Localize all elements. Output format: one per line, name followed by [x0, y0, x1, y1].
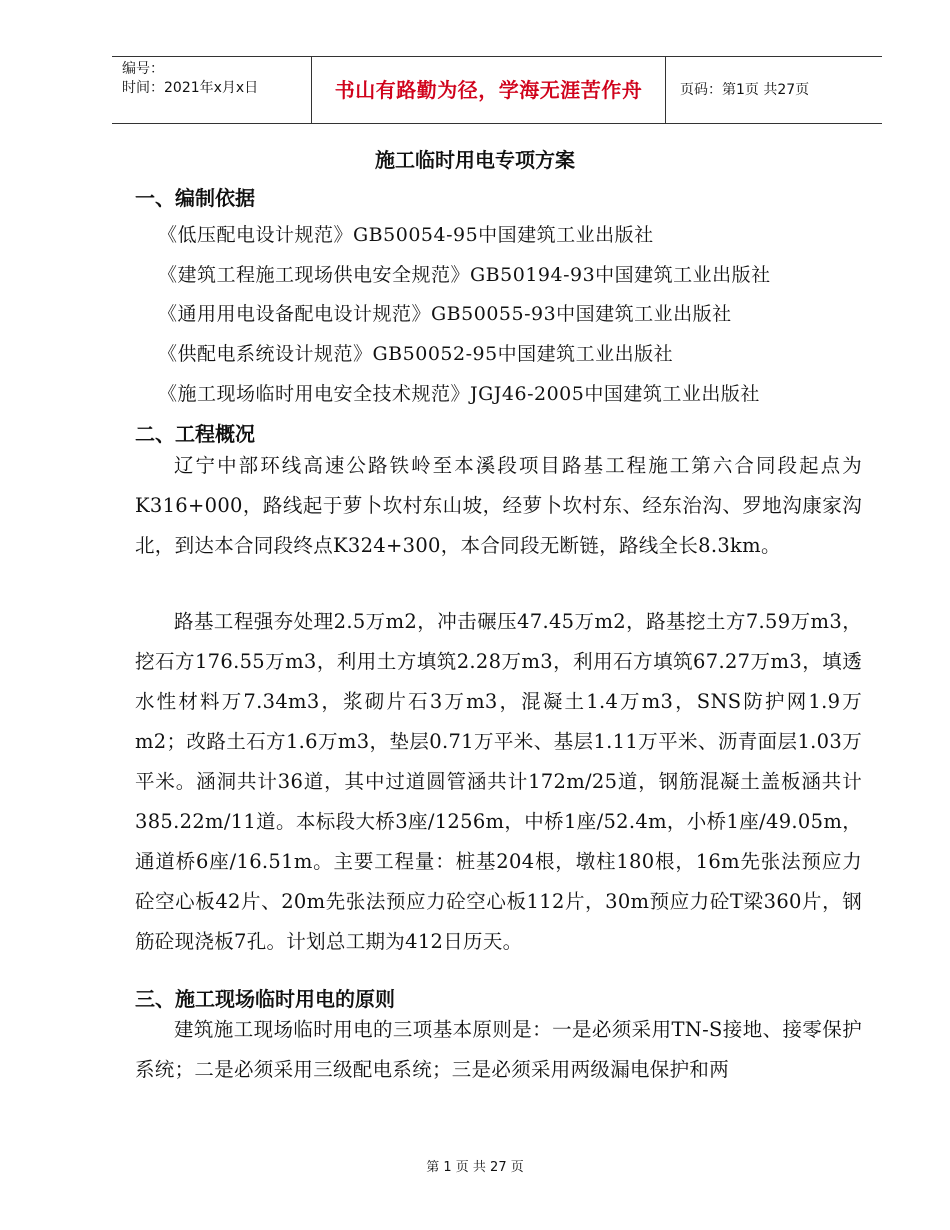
overview-paragraph-2: 路基工程强夯处理2.5万m2，冲击碾压47.45万m2，路基挖土方7.59万m3，挖石方176.55万m3，利用土方填筑2.28万m3，利用石方填筑67.27万m3，填透水性材料万7.34m3，浆砌片石3万m3，混凝土1.4万m3，SNS防护网1.9万m2；改路土石方1.6万m3，垫层0.71万平米、基层1.11万平米、沥青面层1.03万平米。涵洞共计36道，其中过道圆管涵共计172m/25道，钢筋混凝土盖板涵共计385.22m/11道。本标段大桥3座/1256m，中桥1座/52.4m，小桥1座/49.05m，通道桥6座/16.51m。主要工程量：桩基204根，墩柱180根，16m先张法预应力砼空心板42片、20m先张法预应力砼空心板112片，30m预应力砼T梁360片，钢筋砼现浇板7孔。计划总工期为412日历天。 [135, 610, 862, 953]
reference-item-1: 《低压配电设计规范》GB50054-95中国建筑工业出版社 [158, 224, 654, 246]
time-label: 时间：2021年x月x日 [122, 80, 259, 96]
reference-item-3: 《通用用电设备配电设计规范》GB50055-93中国建筑工业出版社 [158, 303, 732, 325]
page-header [112, 56, 882, 124]
principles-paragraph: 建筑施工现场临时用电的三项基本原则是：一是必须采用TN-S接地、接零保护系统；二是必须采用三级配电系统；三是必须采用两级漏电保护和两 [135, 1018, 862, 1081]
section-heading-1: 一、编制依据 [135, 186, 255, 210]
reference-item-2: 《建筑工程施工现场供电安全规范》GB50194-93中国建筑工业出版社 [158, 264, 771, 286]
reference-item-5: 《施工现场临时用电安全技术规范》JGJ46-2005中国建筑工业出版社 [158, 383, 760, 405]
page-footer: 第 1 页 共 27 页 [426, 1160, 524, 1175]
overview-paragraph-1: 辽宁中部环线高速公路铁岭至本溪段项目路基工程施工第六合同段起点为K316+000，路线起于萝卜坎村东山坡，经萝卜坎村东、经东治沟、罗地沟康家沟北，到达本合同段终点K324+300，本合同段无断链，路线全长8.3km。 [135, 454, 862, 557]
section-heading-3: 三、施工现场临时用电的原则 [135, 987, 395, 1011]
reference-item-4: 《供配电系统设计规范》GB50052-95中国建筑工业出版社 [158, 343, 674, 365]
header-slogan: 书山有路勤为径，学海无涯苦作舟 [311, 57, 666, 123]
number-label: 编号： [122, 61, 164, 77]
section-heading-2: 二、工程概况 [135, 422, 255, 446]
header-page-info: 页码：第1页 共27页 [680, 82, 810, 98]
header-meta [122, 60, 258, 98]
document-title: 施工临时用电专项方案 [375, 148, 575, 172]
